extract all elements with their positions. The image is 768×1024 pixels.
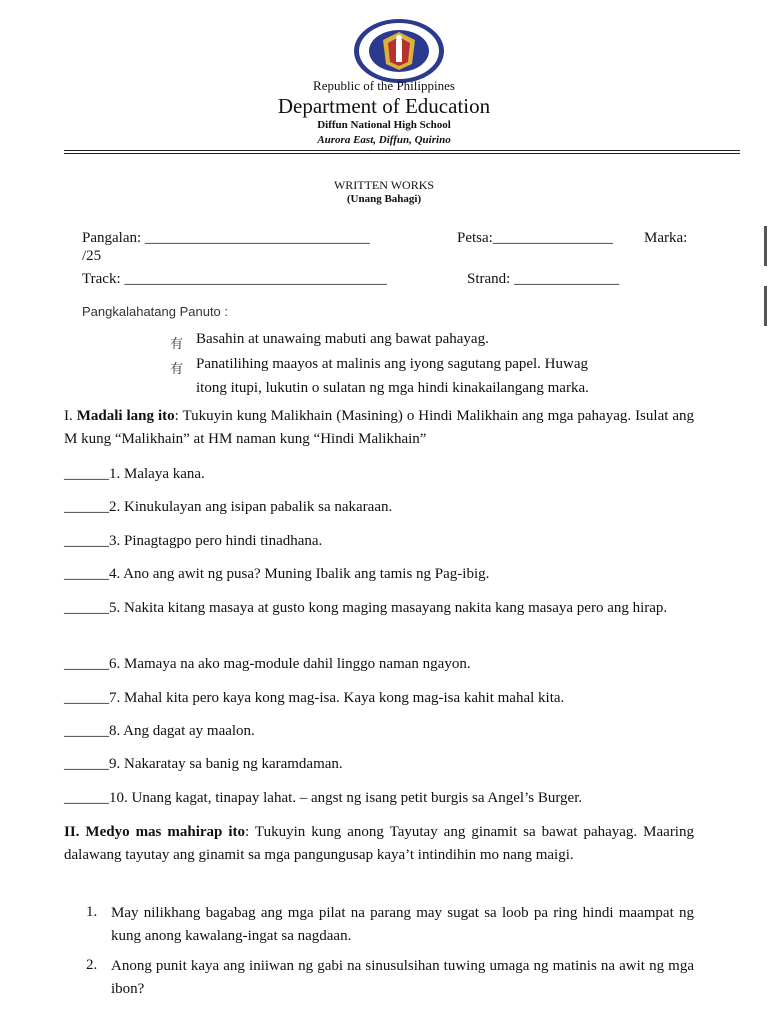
department-title: Department of Education <box>277 94 491 118</box>
part2-item-2: Anong punit kaya ang iniiwan ng gabi na sinusulsihan tuwing umaga ng matinis na awit ng mga ibon? <box>111 958 694 997</box>
part2-item-1: May nilikhang bagabag ang mga pilat na parang may sugat sa loob pa ring hindi maampat ng kung anong kawalang-ingat sa nagdaan. <box>111 905 694 944</box>
part1-item-4: ______4. Ano ang awit ng pusa? Muning Ibalik ang tamis ng Pag-ibig. <box>64 566 490 582</box>
bullet-icon: 有 <box>170 337 184 352</box>
part1-label: I. <box>64 408 73 424</box>
instruction-item: Panatilihing maayos at malinis ang iyong sagutang papel. Huwag <box>196 356 589 372</box>
school-name: Diffun National High School <box>317 119 451 131</box>
part1-instructions <box>64 405 694 451</box>
part1-item-6: ______6. Mamaya na ako mag-module dahil linggo naman ngayon. <box>64 656 471 672</box>
part1-item-3: ______3. Pinagtagpo pero hindi tinadhana. <box>64 533 323 549</box>
part1-item-1: ______1. Malaya kana. <box>64 466 205 482</box>
part1-item-5: ______5. Nakita kitang masaya at gusto kong maging masayang nakita kang masaya pero ang hirap. <box>64 600 668 616</box>
score-total: /25 <box>82 248 102 264</box>
part1-item-10: ______10. Unang kagat, tinapay lahat. – angst ng isang petit burgis sa Angel’s Burger. <box>64 790 583 806</box>
general-instructions-heading: Pangkalahatang Panuto : <box>82 304 229 319</box>
part1-title: Madali lang ito <box>76 408 175 424</box>
part1-item-7: ______7. Mahal kita pero kaya kong mag-isa. Kaya kong mag-isa kahit mahal kita. <box>64 690 565 706</box>
instruction-item-continued: itong itupi, lukutin o sulatan ng mga hindi kinakailangang marka. <box>196 380 589 396</box>
part1-instruction-text: : Tukuyin kung Malikhain (Masining) o Hindi Malikhain ang mga pahayag. Isulat ang M kung “Malikhain” at HM naman kung “Hindi Malikhain” <box>64 408 694 447</box>
score-label: Marka: <box>644 230 688 246</box>
deped-seal-icon <box>352 18 446 84</box>
part1-item-2: ______2. Kinukulayan ang isipan pabalik sa nakaraan. <box>64 499 393 515</box>
worksheet-title: WRITTEN WORKS <box>333 178 435 192</box>
bullet-icon: 有 <box>170 362 184 377</box>
part2-instruction-text: : Tukuyin kung anong Tayutay ang ginamit sa bawat pahayag. Maaring dalawang tayutay ang ginamit sa mga pangungusap kaya’t intindihin mo nang maigi. <box>64 824 694 863</box>
header-divider-thin <box>64 153 740 154</box>
part1-item-8: ______8. Ang dagat ay maalon. <box>64 723 255 739</box>
date-field: Petsa:________________ <box>457 230 613 246</box>
strand-field: Strand: ______________ <box>467 271 620 287</box>
part2-item-number: 2. <box>86 957 98 973</box>
part1-item-9: ______9. Nakaratay sa banig ng karamdaman. <box>64 756 343 772</box>
school-address: Aurora East, Diffun, Quirino <box>317 134 451 146</box>
header-divider <box>64 150 740 151</box>
part2-instructions <box>64 821 694 867</box>
part2-title: II. Medyo mas mahirap ito <box>64 824 246 840</box>
instruction-item: Basahin at unawaing mabuti ang bawat pahayag. <box>196 331 489 347</box>
worksheet-subtitle: (Unang Bahagi) <box>346 193 422 205</box>
track-field: Track: ___________________________________ <box>82 271 387 287</box>
edge-mark <box>764 226 767 266</box>
republic-label: Republic of the Philippines <box>313 78 455 93</box>
part2-item-number: 1. <box>86 904 98 920</box>
edge-mark <box>764 286 767 326</box>
name-field: Pangalan: ______________________________ <box>82 230 370 246</box>
